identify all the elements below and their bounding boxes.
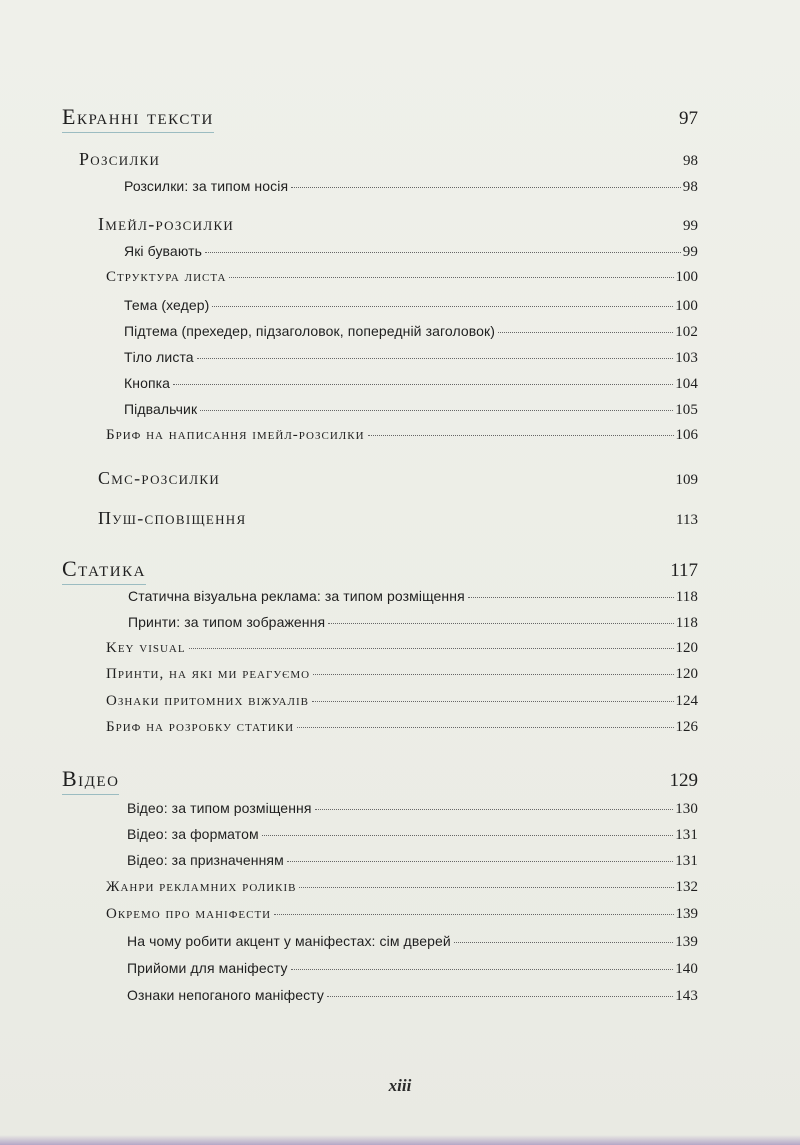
toc-entry-page: 99 [683, 218, 698, 234]
toc-entry-title: Які бувають [124, 243, 203, 259]
toc-entry-page: 109 [675, 472, 698, 488]
toc-entry-page: 131 [675, 827, 698, 843]
toc-entry-title: Кнопка [124, 375, 171, 391]
toc-entry-title: Тіло листа [124, 349, 194, 365]
toc-item[interactable] [124, 297, 698, 315]
toc-item[interactable] [106, 693, 698, 710]
page-bottom-edge [0, 1135, 800, 1145]
toc-leader-dots [291, 187, 681, 188]
toc-entry-page: 99 [682, 244, 698, 260]
toc-entry-title: Підтема (прехедер, підзаголовок, попередній заголовок) [124, 323, 496, 339]
toc-section-screen-texts[interactable] [62, 104, 698, 133]
toc-leader-dots [291, 969, 674, 970]
page-number: xiii [388, 1076, 412, 1095]
toc-leader-dots [327, 996, 673, 997]
toc-entry-title: Статика [62, 556, 146, 585]
toc-entry-title: Відео [62, 766, 119, 795]
toc-entry-page: 140 [675, 961, 698, 977]
toc-item[interactable] [124, 375, 698, 393]
toc-entry-title: Тема (хедер) [124, 297, 210, 313]
toc-leader-dots [315, 809, 674, 810]
toc-entry-title: Екранні тексти [62, 104, 214, 133]
toc-entry-title: Відео: за типом розміщення [127, 800, 312, 816]
toc-item[interactable] [127, 960, 698, 978]
toc-leader-dots [197, 358, 673, 359]
toc-item[interactable] [127, 800, 698, 818]
toc-leader-dots [229, 277, 673, 278]
toc-leader-dots [200, 410, 673, 411]
toc-entry-title: Ознаки непоганого маніфесту [127, 987, 324, 1003]
toc-item[interactable] [124, 401, 698, 419]
toc-entry-page: 132 [675, 879, 698, 895]
toc-entry-title: Відео: за форматом [127, 826, 259, 842]
toc-item[interactable] [106, 906, 698, 923]
toc-leader-dots [262, 835, 673, 836]
toc-entry-title: Бриф на розробку статики [106, 719, 295, 735]
toc-entry-page: 97 [679, 108, 698, 129]
toc-entry-page: 120 [675, 666, 698, 682]
toc-leader-dots [212, 306, 673, 307]
toc-leader-dots [498, 332, 673, 333]
toc-subsection-mailings[interactable] [79, 149, 698, 170]
toc-entry-title: Розсилки [79, 149, 161, 169]
toc-item[interactable] [106, 719, 698, 736]
toc-item[interactable] [124, 243, 698, 261]
toc-leader-dots [297, 727, 673, 728]
toc-section-video[interactable] [62, 766, 698, 795]
toc-leader-dots [368, 435, 674, 436]
toc-entry-page: 126 [675, 719, 698, 735]
toc-item[interactable] [127, 826, 698, 844]
toc-leader-dots [274, 914, 673, 915]
toc-entry-page: 106 [675, 427, 698, 443]
toc-item[interactable] [106, 427, 698, 444]
toc-entry-page: 118 [675, 615, 698, 631]
toc-entry-page: 105 [675, 402, 698, 418]
toc-subsection-push[interactable] [98, 508, 698, 529]
toc-leader-dots [313, 674, 673, 675]
toc-entry-page: 130 [675, 801, 698, 817]
toc-entry-page: 117 [670, 560, 698, 581]
toc-leader-dots [299, 887, 673, 888]
toc-entry-title: Ознаки притомних віжуалів [106, 693, 309, 709]
toc-entry-page: 102 [675, 324, 698, 340]
toc-leader-dots [312, 701, 674, 702]
toc-item[interactable] [124, 323, 698, 341]
toc-entry-title: Принти, на які ми реагуємо [106, 666, 311, 682]
toc-section-static[interactable] [62, 556, 698, 585]
toc-entry-page: 100 [675, 269, 698, 285]
toc-item[interactable] [106, 879, 698, 896]
toc-entry-page: 98 [682, 179, 698, 195]
toc-entry-title: Окремо про маніфести [106, 906, 272, 922]
toc-item[interactable] [124, 349, 698, 367]
toc-entry-title: Жанри рекламних роликів [106, 879, 297, 895]
toc-entry-page: 139 [675, 906, 698, 922]
toc-leader-dots [205, 252, 681, 253]
toc-item[interactable] [127, 987, 698, 1005]
toc-entry-title: Статична візуальна реклама: за типом розміщення [128, 588, 465, 604]
toc-entry-page: 143 [675, 988, 698, 1004]
toc-entry-title: Прийоми для маніфесту [127, 960, 288, 976]
toc-entry-title: Відео: за призначенням [127, 852, 284, 868]
toc-subsection-sms[interactable] [98, 468, 698, 489]
toc-entry-title: Принти: за типом зображення [128, 614, 326, 630]
toc-item[interactable] [124, 178, 698, 196]
toc-entry-title: На чому робити акцент у маніфестах: сім дверей [127, 933, 451, 949]
toc-entry-page: 98 [683, 153, 698, 169]
toc-leader-dots [468, 597, 674, 598]
toc-leader-dots [287, 861, 673, 862]
toc-entry-title: Розсилки: за типом носія [124, 178, 289, 194]
toc-item[interactable] [127, 852, 698, 870]
toc-item[interactable] [128, 614, 698, 632]
toc-item[interactable] [128, 588, 698, 606]
toc-leader-dots [189, 648, 674, 649]
toc-entry-page: 113 [676, 512, 698, 528]
toc-entry-title: Імейл-розсилки [98, 214, 235, 234]
toc-entry-page: 131 [675, 853, 698, 869]
toc-entry-title: Бриф на написання імейл-розсилки [106, 427, 365, 443]
toc-item[interactable] [106, 640, 698, 657]
toc-entry-page: 124 [675, 693, 698, 709]
toc-entry-page: 139 [675, 934, 698, 950]
toc-entry-title: Структура листа [106, 269, 227, 285]
toc-entry-page: 120 [675, 640, 698, 656]
toc-subsection-email[interactable] [98, 214, 698, 235]
toc-item[interactable] [127, 933, 698, 951]
toc-item[interactable] [106, 269, 698, 286]
toc-entry-page: 100 [675, 298, 698, 314]
toc-entry-title: Смс-розсилки [98, 468, 221, 488]
toc-entry-title: Key visual [106, 640, 186, 656]
toc-entry-page: 129 [669, 770, 698, 791]
toc-entry-page: 103 [675, 350, 698, 366]
toc-item[interactable] [106, 666, 698, 683]
toc-leader-dots [328, 623, 674, 624]
toc-leader-dots [173, 384, 673, 385]
toc-entry-page: 118 [675, 589, 698, 605]
toc-entry-page: 104 [675, 376, 698, 392]
toc-leader-dots [454, 942, 673, 943]
toc-entry-title: Пуш-сповіщення [98, 508, 247, 528]
toc-entry-title: Підвальчик [124, 401, 198, 417]
